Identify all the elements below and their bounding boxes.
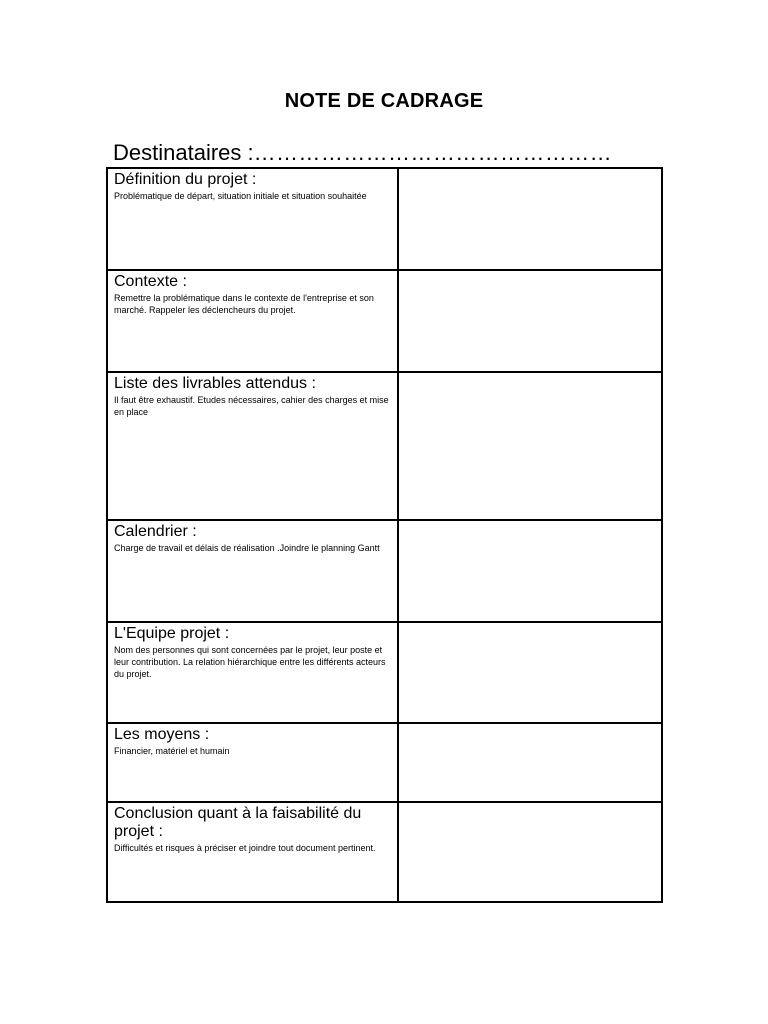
value-cell-resources[interactable] xyxy=(398,723,662,802)
row-description: Financier, matériel et humain xyxy=(114,746,230,756)
row-heading: Définition du projet : xyxy=(114,171,257,188)
row-heading: L'Equipe projet : xyxy=(114,625,230,642)
row-heading: Les moyens : xyxy=(114,726,210,743)
row-description: Problématique de départ, situation initiale et situation souhaitée xyxy=(114,191,367,201)
recipients-label: Destinataires : xyxy=(113,140,254,165)
table-row-deliverables xyxy=(107,372,662,520)
row-description: Charge de travail et délais de réalisation .Joindre le planning Gantt xyxy=(114,543,380,553)
value-cell-definition[interactable] xyxy=(398,168,662,270)
row-heading: Contexte : xyxy=(114,273,187,290)
row-description: Nom des personnes qui sont concernées par le projet, leur poste et leur contribution. La relation hiérarchique entre les différents acteurs du projet. xyxy=(114,645,386,679)
label-cell-context xyxy=(107,270,398,372)
document-title: NOTE DE CADRAGE xyxy=(284,90,484,112)
value-cell-team[interactable] xyxy=(398,622,662,723)
value-cell-feasibility[interactable] xyxy=(398,802,662,902)
table-row-context xyxy=(107,270,662,372)
value-cell-schedule[interactable] xyxy=(398,520,662,622)
label-cell-schedule xyxy=(107,520,398,622)
recipients-line xyxy=(113,140,612,166)
row-description: Il faut être exhaustif. Etudes nécessaires, cahier des charges et mise en place xyxy=(114,395,389,417)
framing-table xyxy=(106,167,663,903)
row-heading: Conclusion quant à la faisabilité du projet : xyxy=(114,805,362,840)
table-row-definition xyxy=(107,168,662,270)
label-cell-definition xyxy=(107,168,398,270)
row-heading: Calendrier : xyxy=(114,523,197,540)
value-cell-context[interactable] xyxy=(398,270,662,372)
table-row-team xyxy=(107,622,662,723)
label-cell-deliverables xyxy=(107,372,398,520)
table-row-feasibility xyxy=(107,802,662,902)
table-row-schedule xyxy=(107,520,662,622)
row-heading: Liste des livrables attendus : xyxy=(114,375,316,392)
row-description: Remettre la problématique dans le contexte de l'entreprise et son marché. Rappeler les déclencheurs du projet. xyxy=(114,293,374,315)
label-cell-feasibility xyxy=(107,802,398,902)
label-cell-team xyxy=(107,622,398,723)
row-description: Difficultés et risques à préciser et joindre tout document pertinent. xyxy=(114,843,376,853)
value-cell-deliverables[interactable] xyxy=(398,372,662,520)
label-cell-resources xyxy=(107,723,398,802)
recipients-fill-in-dots[interactable]: ………………………………………… xyxy=(253,140,613,165)
table-row-resources xyxy=(107,723,662,802)
